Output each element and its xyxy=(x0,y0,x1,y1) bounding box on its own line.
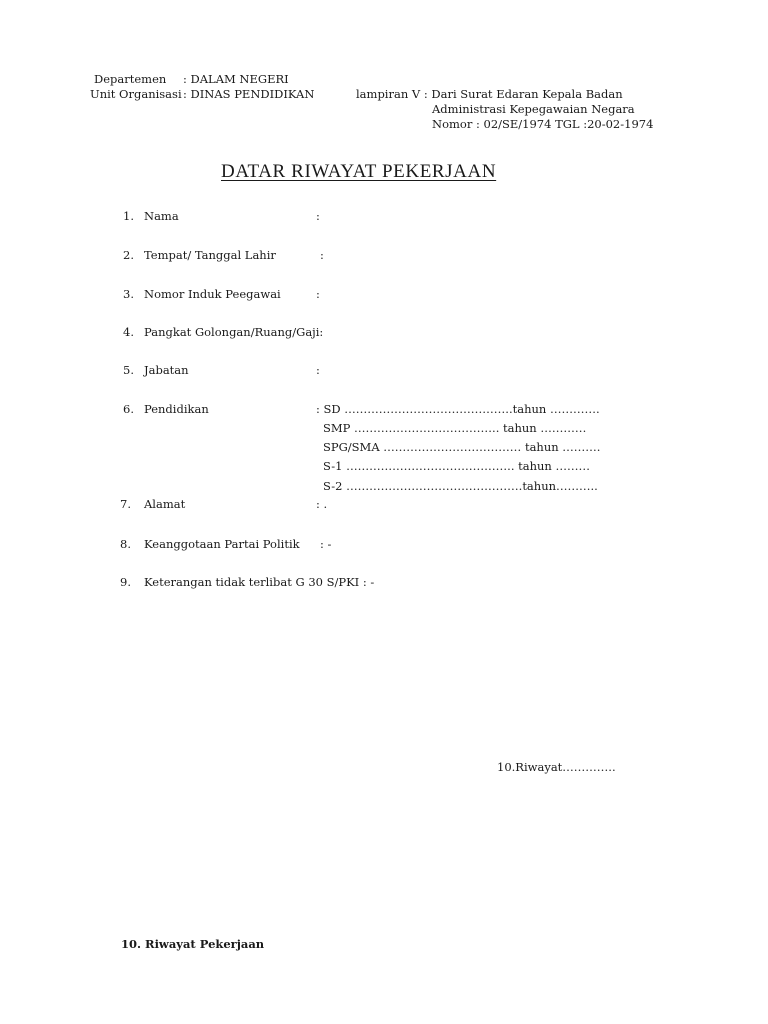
unit-organisasi-value: : DINAS PENDIDIKAN xyxy=(183,87,315,101)
field-value-alamat: : . xyxy=(316,497,328,511)
pendidikan-smp: SMP ……………………………….. tahun ………… xyxy=(323,421,587,435)
field-label-nama: Nama xyxy=(144,209,179,223)
field-number: 5. xyxy=(123,363,134,377)
field-label-tempat-tanggal-lahir: Tempat/ Tanggal Lahir xyxy=(144,248,276,262)
field-label-pendidikan: Pendidikan xyxy=(144,402,209,416)
field-value-keanggotaan-partai: : - xyxy=(320,537,332,551)
field-number: 3. xyxy=(123,287,134,301)
pendidikan-spg-sma: SPG/SMA ……………………………… tahun ………. xyxy=(323,440,601,454)
field-label-jabatan: Jabatan xyxy=(144,363,189,377)
field-number: 9. xyxy=(120,575,131,589)
lampiran-line-2: Administrasi Kepegawaian Negara xyxy=(432,102,635,116)
unit-organisasi-label: Unit Organisasi xyxy=(90,87,182,101)
lampiran-line-3: Nomor : 02/SE/1974 TGL :20-02-1974 xyxy=(432,117,654,131)
field-separator: : xyxy=(320,248,324,262)
lampiran-line-1: lampiran V : Dari Surat Edaran Kepala Badan xyxy=(356,87,623,101)
department-label: Departemen xyxy=(94,72,167,86)
pendidikan-s2: S-2 ……………………………………….tahun……….. xyxy=(323,479,598,493)
field-label-keanggotaan-partai: Keanggotaan Partai Politik xyxy=(144,537,300,551)
field-label-pangkat: Pangkat Golongan/Ruang/Gaji: xyxy=(144,325,324,339)
field-label-alamat: Alamat xyxy=(144,497,186,511)
field-label-keterangan-g30s: Keterangan tidak terlibat G 30 S/PKI : - xyxy=(144,575,375,589)
department-value: : DALAM NEGERI xyxy=(183,72,289,86)
field-number: 1. xyxy=(123,209,134,223)
field-label-nomor-induk: Nomor Induk Peegawai xyxy=(144,287,281,301)
document-title: DATAR RIWAYAT PEKERJAAN xyxy=(221,161,497,182)
field-separator: : xyxy=(316,287,320,301)
field-number: 6. xyxy=(123,402,134,416)
field-number: 2. xyxy=(123,248,134,262)
field-number: 8. xyxy=(120,537,131,551)
field-separator: : xyxy=(316,209,320,223)
riwayat-pekerjaan-heading: 10. Riwayat Pekerjaan xyxy=(121,937,265,951)
riwayat-line: 10.Riwayat………….. xyxy=(497,760,616,774)
field-separator: : xyxy=(316,363,320,377)
field-number: 7. xyxy=(120,497,131,511)
field-number: 4. xyxy=(123,325,134,339)
pendidikan-sd: : SD ……………………………………..tahun …………. xyxy=(316,402,600,416)
pendidikan-s1: S-1 …………………………………….. tahun ……… xyxy=(323,459,590,473)
